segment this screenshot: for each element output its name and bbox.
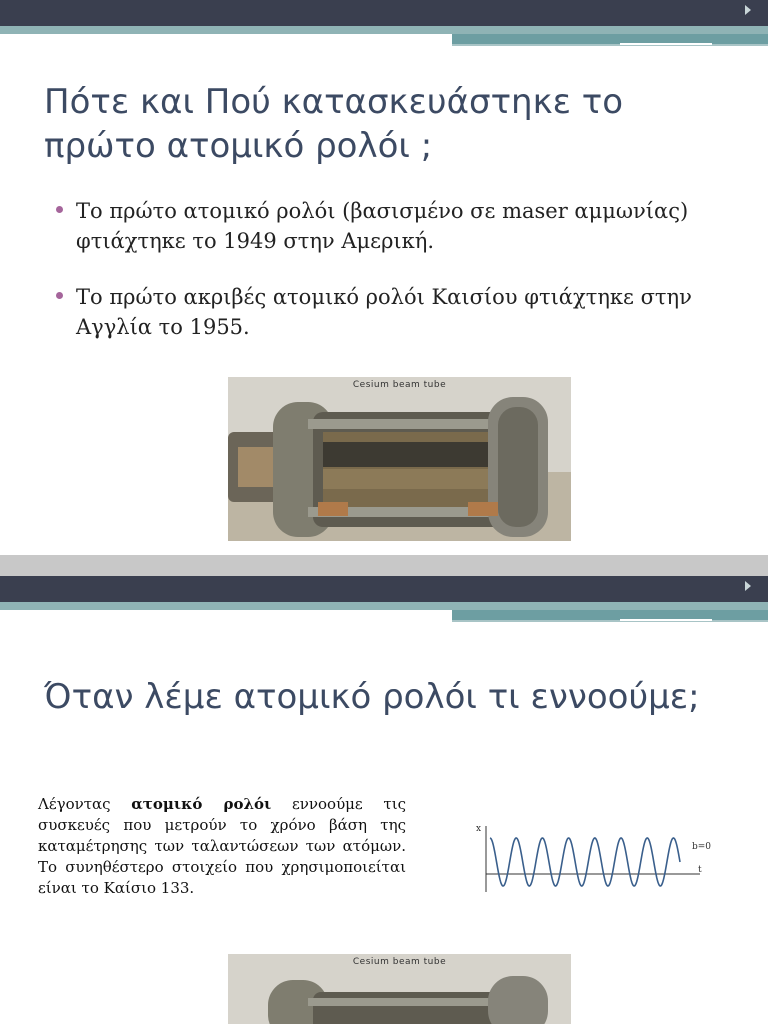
cesium-beam-tube-photo — [228, 377, 571, 541]
y-axis-label: x — [476, 824, 482, 834]
bullet-item — [56, 282, 696, 342]
header-band — [0, 576, 768, 602]
slide-title: Όταν λέμε ατομικό ρολόι τι εννοούμε; — [44, 677, 700, 717]
triangle-icon — [745, 5, 751, 15]
cesium-tube-illustration — [228, 377, 571, 541]
photo-caption: Cesium beam tube — [352, 380, 447, 390]
header-stripe — [0, 602, 768, 610]
header-stripe — [0, 26, 768, 34]
bullet-text: Το πρώτο ακριβές ατομικό ρολόι Καισίου φτιάχτηκε στην Αγγλία το 1955. — [76, 285, 692, 339]
slide-2 — [0, 576, 768, 1024]
header-rule — [452, 44, 768, 46]
paragraph-bold-term: ατομικό ρολόι — [131, 795, 272, 813]
x-axis-label: t — [698, 865, 702, 875]
cesium-beam-tube-photo — [228, 954, 571, 1024]
header-accent — [452, 34, 768, 44]
definition-paragraph — [38, 794, 406, 899]
header-highlight — [620, 619, 712, 621]
graph-annotation: b=0 — [692, 842, 712, 852]
header-band — [0, 0, 768, 26]
bullet-dot-icon — [56, 292, 63, 299]
bullet-dot-icon — [56, 206, 63, 213]
slide-title: Πότε και Πού κατασκευάστηκε το πρώτο ατομικό ρολόι ; — [44, 82, 624, 166]
bullet-item — [56, 196, 696, 256]
header-rule — [452, 620, 768, 622]
bullet-text: Το πρώτο ατομικό ρολόι (βασισμένο σε maser αμμωνίας) φτιάχτηκε το 1949 στην Αμερική. — [76, 199, 689, 253]
paragraph-text: εννοούμε τις συσκευές που μετρούν το χρόνο βάση της καταμέτρησης των ταλαντώσεων των ατόμων. Το συνηθέστερο στοιχείο που χρησιμοποιείται είναι το Καίσιο 133. — [38, 795, 406, 897]
photo-caption: Cesium beam tube — [352, 957, 447, 967]
paragraph-text: Λέγοντας — [38, 795, 132, 813]
oscillation-graph — [468, 822, 718, 896]
bullet-list — [56, 196, 696, 368]
header-highlight — [620, 43, 712, 45]
wave-line — [490, 838, 680, 886]
triangle-icon — [745, 581, 751, 591]
header-accent — [452, 610, 768, 620]
